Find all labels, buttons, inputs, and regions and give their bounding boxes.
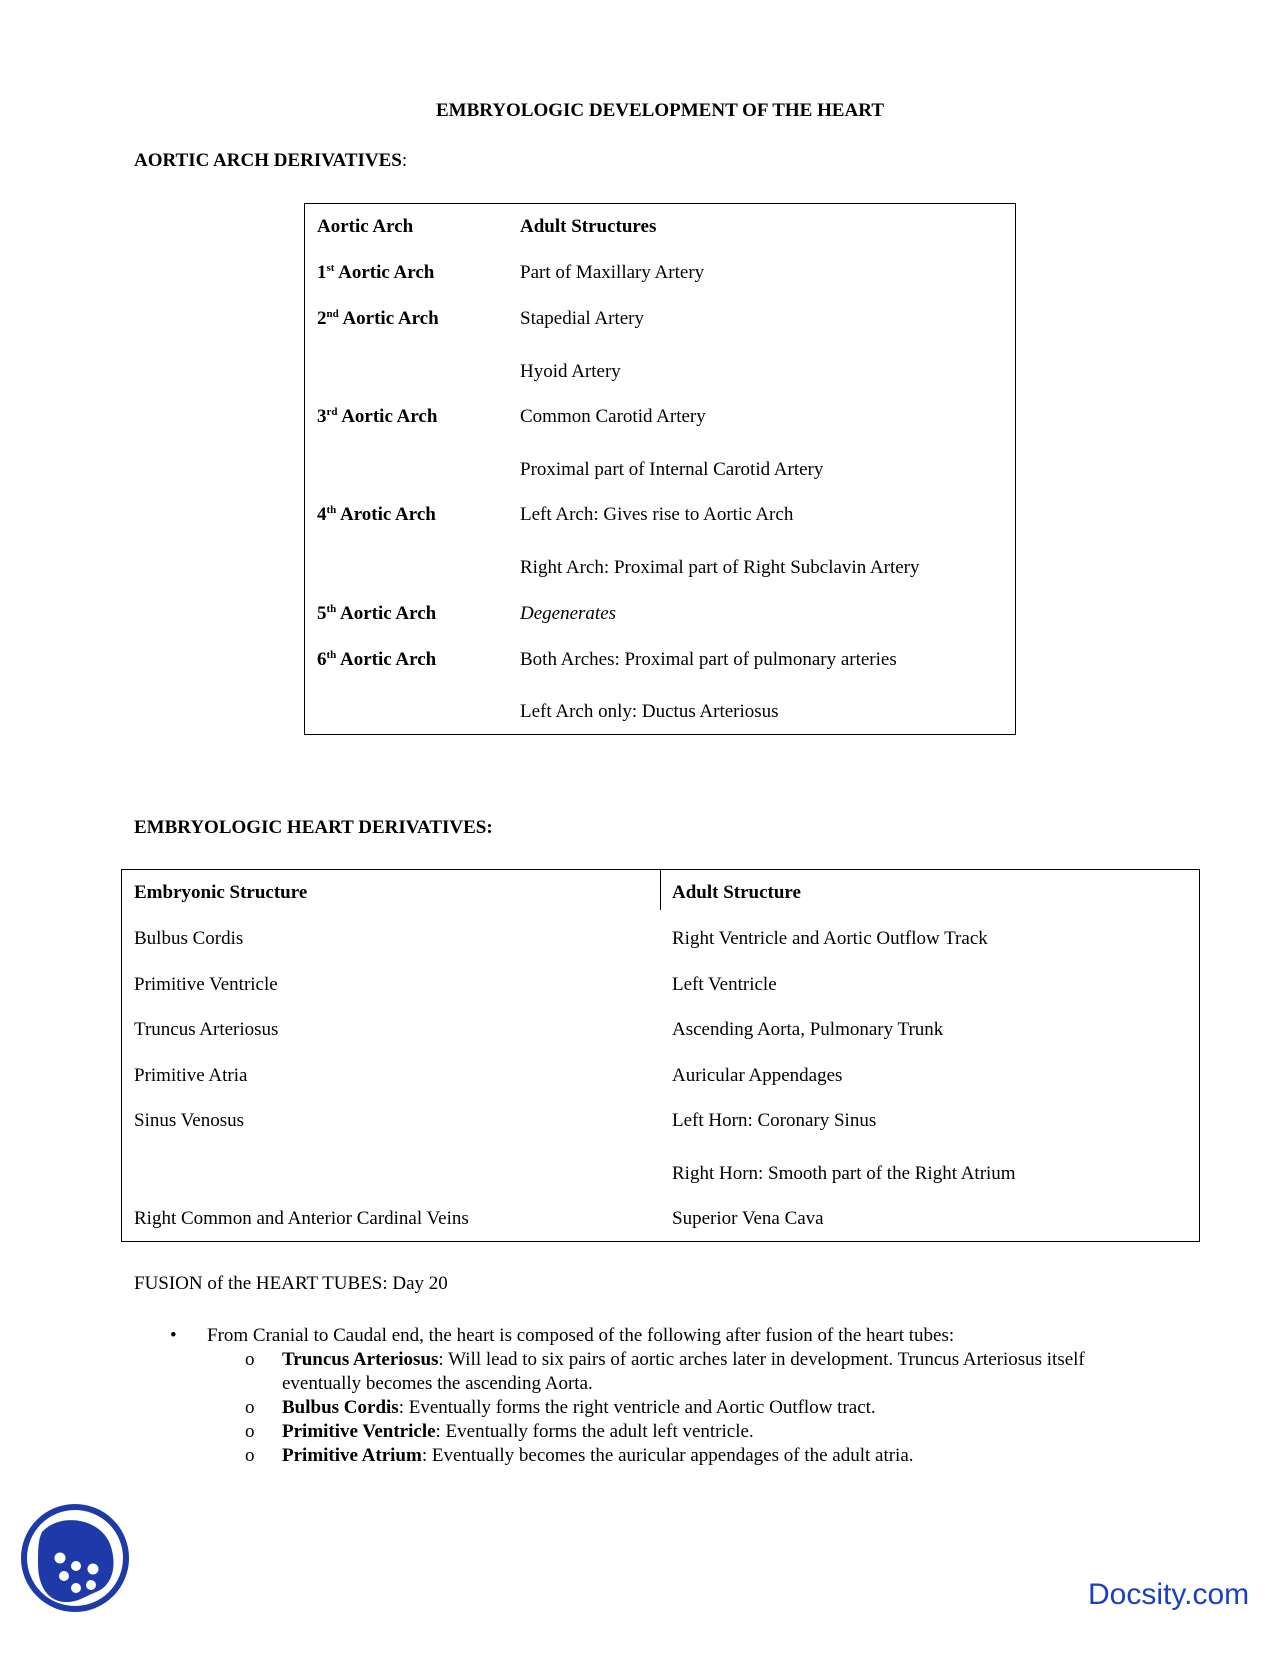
- arch-name: Arotic Arch: [339, 504, 436, 525]
- adult-4: Auricular Appendages: [672, 1065, 843, 1086]
- docsity-logo-icon: [20, 1502, 130, 1614]
- arch-ordinal: th: [326, 649, 337, 661]
- fusion-item-1: [282, 1348, 1085, 1372]
- embryonic-1: Bulbus Cordis: [134, 928, 244, 949]
- aortic-heading-colon: :: [401, 150, 408, 171]
- arch-ordinal: rd: [326, 406, 338, 418]
- arch-ordinal: th: [326, 504, 337, 516]
- item-term: Bulbus Cordis: [282, 1397, 399, 1418]
- aortic-structure-5: Proximal part of Internal Carotid Artery: [520, 459, 824, 480]
- arch-name: Aortic Arch: [339, 649, 437, 670]
- item-term: Truncus Arteriosus: [282, 1349, 439, 1370]
- aortic-arch-6: [317, 649, 436, 671]
- item-text: : Will lead to six pairs of aortic arches later in development. Truncus Arteriosus itself: [438, 1349, 1085, 1370]
- docsity-brand-link[interactable]: Docsity.com: [1088, 1578, 1250, 1611]
- item-text: : Eventually forms the right ventricle and Aortic Outflow tract.: [398, 1397, 876, 1418]
- arch-name: Aortic Arch: [338, 262, 435, 283]
- adult-5: Left Horn: Coronary Sinus: [672, 1110, 877, 1131]
- adult-6: Right Horn: Smooth part of the Right Atrium: [672, 1163, 1016, 1184]
- aortic-section-heading: [134, 150, 407, 172]
- item-term: Primitive Ventricle: [282, 1421, 436, 1442]
- fusion-item-2: [282, 1396, 876, 1420]
- heart-header-left: Embryonic Structure: [134, 882, 308, 903]
- aortic-structure-8: Degenerates: [520, 603, 617, 624]
- adult-1: Right Ventricle and Aortic Outflow Track: [672, 928, 988, 949]
- heart-section-heading: EMBRYOLOGIC HEART DERIVATIVES:: [134, 817, 493, 838]
- fusion-item-1-continued: eventually becomes the ascending Aorta.: [282, 1373, 593, 1394]
- aortic-arch-4: [317, 504, 436, 526]
- aortic-structure-2: Stapedial Artery: [520, 308, 644, 329]
- heart-derivatives-table: [121, 869, 1200, 1242]
- fusion-heading: FUSION of the HEART TUBES: Day 20: [134, 1273, 448, 1294]
- embryonic-2: Primitive Ventricle: [134, 974, 278, 995]
- sub-bullet-marker: o: [245, 1397, 255, 1418]
- page-title: EMBRYOLOGIC DEVELOPMENT OF THE HEART: [435, 100, 885, 121]
- embryonic-4: Primitive Atria: [134, 1065, 248, 1086]
- sub-bullet-marker: o: [245, 1421, 255, 1442]
- column-divider: [660, 870, 661, 910]
- sub-bullet-marker: o: [245, 1445, 255, 1466]
- bullet-marker: •: [170, 1325, 177, 1346]
- aortic-arch-3: [317, 406, 437, 428]
- fusion-bullet-text: From Cranial to Caudal end, the heart is composed of the following after fusion of the heart tubes:: [207, 1325, 955, 1346]
- fusion-item-3: [282, 1420, 754, 1444]
- aortic-arch-2: [317, 308, 439, 330]
- aortic-structure-1: Part of Maxillary Artery: [520, 262, 705, 283]
- adult-3: Ascending Aorta, Pulmonary Trunk: [672, 1019, 944, 1040]
- arch-name: Aortic Arch: [339, 603, 437, 624]
- arch-number: 6: [317, 649, 327, 670]
- aortic-arch-5: [317, 603, 436, 625]
- arch-number: 5: [317, 603, 327, 624]
- arch-ordinal: th: [326, 603, 337, 615]
- adult-7: Superior Vena Cava: [672, 1208, 824, 1229]
- aortic-heading-text: AORTIC ARCH DERIVATIVES: [134, 150, 402, 171]
- aortic-header-left: Aortic Arch: [317, 216, 414, 237]
- item-term: Primitive Atrium: [282, 1445, 422, 1466]
- aortic-arch-table: [304, 203, 1016, 735]
- fusion-item-4: [282, 1444, 914, 1468]
- aortic-structure-4: Common Carotid Artery: [520, 406, 706, 427]
- arch-number: 4: [317, 504, 327, 525]
- aortic-arch-1: [317, 262, 434, 284]
- aortic-structure-9: Both Arches: Proximal part of pulmonary arteries: [520, 649, 897, 670]
- arch-number: 1: [317, 262, 327, 283]
- aortic-header-right: Adult Structures: [520, 216, 657, 237]
- arch-ordinal: nd: [326, 308, 339, 320]
- aortic-structure-6: Left Arch: Gives rise to Aortic Arch: [520, 504, 794, 525]
- arch-ordinal: st: [326, 262, 335, 274]
- item-text: : Eventually forms the adult left ventricle.: [435, 1421, 754, 1442]
- arch-name: Aortic Arch: [341, 406, 438, 427]
- heart-header-right: Adult Structure: [672, 882, 801, 903]
- aortic-structure-10: Left Arch only: Ductus Arteriosus: [520, 701, 779, 722]
- arch-name: Aortic Arch: [342, 308, 439, 329]
- arch-number: 2: [317, 308, 327, 329]
- adult-2: Left Ventricle: [672, 974, 777, 995]
- embryonic-5: Sinus Venosus: [134, 1110, 244, 1131]
- aortic-structure-7: Right Arch: Proximal part of Right Subclavin Artery: [520, 557, 920, 578]
- aortic-structure-3: Hyoid Artery: [520, 361, 621, 382]
- sub-bullet-marker: o: [245, 1349, 255, 1370]
- item-text: : Eventually becomes the auricular appendages of the adult atria.: [421, 1445, 914, 1466]
- embryonic-7: Right Common and Anterior Cardinal Veins: [134, 1208, 469, 1229]
- arch-number: 3: [317, 406, 327, 427]
- embryonic-3: Truncus Arteriosus: [134, 1019, 279, 1040]
